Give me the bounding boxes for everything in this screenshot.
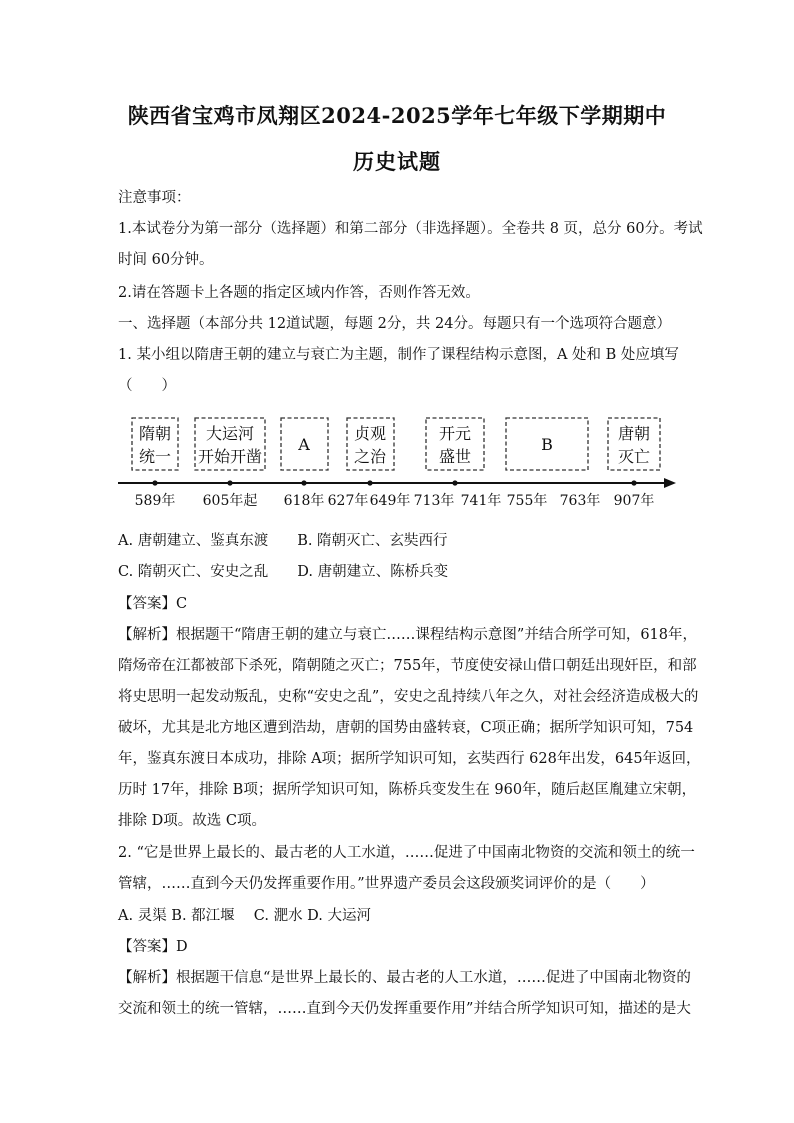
timeline-box-4-line-1: 贞观 [353, 424, 387, 443]
page-title: 陕西省宝鸡市凤翔区2024-2025学年七年级下学期期中 [127, 103, 667, 128]
q2-answer: 【答案】D [118, 939, 188, 955]
q1-analysis-line: 破坏，尤其是北方地区遭到浩劫，唐朝的国势由盛转衰，C项正确；据所学知识可知，754 [118, 720, 694, 736]
year-label: 713年 [413, 493, 455, 509]
q1-options-line-1: A. 唐朝建立、鉴真东渡 B. 隋朝灭亡、玄奘西行 [118, 533, 448, 549]
q1-stem-line-2: （ ） [118, 378, 176, 394]
q2-options: A. 灵渠 B. 都江堰 C. 淝水 D. 大运河 [118, 908, 372, 924]
section-1-heading: 一、选择题（本部分共 12道试题，每题 2分，共 24分。每题只有一个选项符合题意） [118, 316, 671, 332]
q2-analysis-line: 【解析】根据题干信息“是世界上最长的、最古老的人工水道，……促进了中国南北物资的 [118, 970, 691, 986]
q2-stem-line-1: 2. “它是世界上最长的、最古老的人工水道，……促进了中国南北物资的交流和领土的统一 [118, 845, 695, 861]
year-label: 907年 [613, 493, 655, 509]
timeline-box-1-line-1: 隋朝 [138, 424, 172, 443]
q1-stem-line-1: 1. 某小组以隋唐王朝的建立与衰亡为主题，制作了课程结构示意图，A 处和 B 处应填写 [118, 347, 679, 363]
timeline-box-6-label: B [541, 435, 553, 454]
tick-dot [367, 480, 372, 485]
q1-analysis-line: 将史思明一起发动叛乱，史称“安史之乱”，安史之乱持续八年之久，对社会经济造成极大的 [118, 689, 699, 705]
notes-item-1-line-2: 时间 60分钟。 [118, 252, 214, 268]
year-label: 618年 [283, 493, 325, 509]
tick-dot [301, 480, 306, 485]
year-label: 605年起 [202, 493, 258, 509]
year-label: 649年 [369, 493, 411, 509]
q1-timeline-diagram [118, 412, 678, 512]
q1-analysis-line: 年，鉴真东渡日本成功，排除 A项；据所学知识可知，玄奘西行 628年出发，645年返回， [118, 751, 701, 767]
q2-analysis-line: 交流和领土的统一管辖，……直到今天仍发挥重要作用”并结合所学知识可知，描述的是大 [118, 1001, 691, 1017]
q1-analysis-line: 历时 17年，排除 B项；据所学知识可知，陈桥兵变发生在 960年，随后赵匡胤建立宋朝， [118, 782, 697, 798]
year-label: 763年 [559, 493, 601, 509]
tick-dot [452, 480, 457, 485]
q1-analysis-line: 【解析】根据题干“隋唐王朝的建立与衰亡……课程结构示意图”并结合所学可知，618年， [118, 627, 697, 643]
tick-dot [152, 480, 157, 485]
q2-stem-line-2: 管辖，……直到今天仍发挥重要作用。”世界遗产委员会这段颁奖词评价的是（ ） [118, 876, 655, 892]
timeline-box-7-line-2: 灭亡 [617, 447, 651, 466]
timeline-box-1-line-2: 统一 [138, 447, 172, 466]
notes-heading: 注意事项： [118, 190, 191, 206]
timeline-box-7-line-1: 唐朝 [617, 424, 651, 443]
timeline-box-3-label: A [298, 435, 310, 454]
timeline-box-2-line-1: 大运河 [205, 424, 255, 443]
q1-analysis-line: 隋炀帝在江都被部下杀死，隋朝随之灭亡；755年，节度使安禄山借口朝廷出现奸臣，和部 [118, 658, 697, 674]
year-label: 627年 [327, 493, 369, 509]
year-label: 741年 [460, 493, 502, 509]
q1-answer: 【答案】C [118, 596, 188, 612]
notes-item-1-line-1: 1.本试卷分为第一部分（选择题）和第二部分（非选择题）。全卷共 8 页，总分 60分。考试 [118, 221, 703, 237]
tick-dot [227, 480, 232, 485]
timeline-box-5-line-2: 盛世 [438, 447, 472, 466]
timeline-arrow [664, 478, 676, 488]
q1-analysis-line: 排除 D项。故选 C项。 [118, 813, 266, 829]
year-label: 755年 [506, 493, 548, 509]
notes-item-2: 2.请在答题卡上各题的指定区域内作答，否则作答无效。 [118, 285, 480, 301]
tick-dot [631, 480, 636, 485]
timeline-box-4-line-2: 之治 [353, 447, 387, 466]
page-subtitle: 历史试题 [353, 149, 441, 174]
q1-options-line-2: C. 隋朝灭亡、安史之乱 D. 唐朝建立、陈桥兵变 [118, 564, 449, 580]
year-label: 589年 [134, 493, 176, 509]
timeline-box-5-line-1: 开元 [438, 424, 472, 443]
timeline-box-2-line-2: 开始开凿 [197, 447, 263, 466]
